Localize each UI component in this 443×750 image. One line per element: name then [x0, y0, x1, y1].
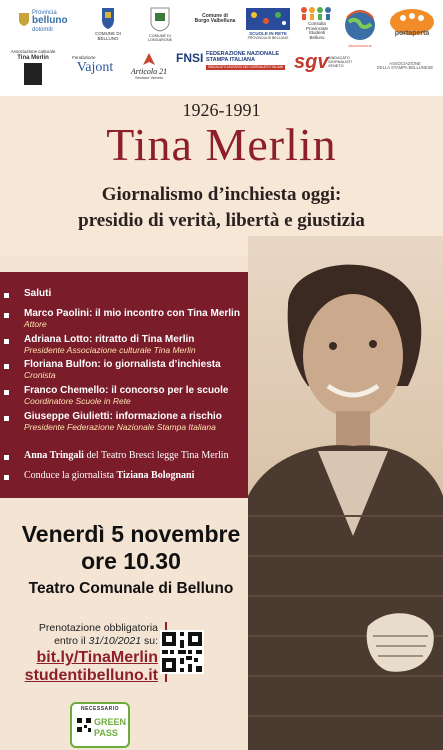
subtitle — [0, 182, 443, 234]
subtitle-line-1: Giornalismo d’inchiesta oggi: — [101, 184, 342, 205]
booking-line-2: entro il 31/10/2021 su: — [54, 635, 158, 647]
logo-comune-borgo-valbelluna: Comune di Borgo Valbelluna — [194, 13, 236, 25]
globe-icon — [343, 8, 377, 42]
years-heading: 1926-1991 — [182, 100, 261, 120]
logo-comune-belluno: COMUNE DI BELLUNO — [86, 6, 130, 41]
program-talk: Giuseppe Giulietti: informazione a rischio Presidente Federazione Nazionale Stampa Italiana — [24, 411, 222, 432]
booking-line-1: Prenotazione obbligatoria — [38, 622, 158, 634]
logo-comune-longarone: COMUNE DI LONGARONE — [140, 6, 180, 42]
qr-mini-icon — [77, 718, 91, 732]
coat-of-arms-icon — [149, 6, 171, 32]
logo-associazione-tina-merlin: Associazione culturale Tina Merlin — [2, 50, 64, 85]
booking-link-studentibelluno[interactable]: studentibelluno.it — [24, 667, 158, 684]
subtitle-line-2: presidio di verità, libertà e giustizia — [78, 210, 365, 231]
tina-merlin-portrait-thumb — [24, 63, 42, 85]
sponsor-logos: Provincia belluno dolomiti COMUNE DI BELLUNO COMUNE DI LONGARONE Comune di Borgo Valbelluna SCUOLE IN RETE PROVINCIA DI BELLUNO Consulta Provinciale Studenti Belluno Associazione portaperta Associazione culturale Tina Merlin Fondazione Vajont Articolo 21 Sezione Veneto FNSI FEDERAZIONE NAZIONALE STAMPA ITALIANA SINDACATO UNITARIO DEI GIORNALISTI ITALIANI sgv SINDACATO GIORNALISTI VENETO ASSOCIAZIONE DELLA STAMPA BELLUNESE — [0, 0, 443, 96]
event-venue: Teatro Comunale di Belluno — [28, 580, 234, 597]
logo-stampa-bellunese: ASSOCIAZIONE DELLA STAMPA BELLUNESE — [376, 61, 434, 71]
logo-associazione-mondo: Associazione — [340, 8, 380, 48]
program-host: Conduce la giornalista Tiziana Bolognani — [24, 470, 195, 481]
bullet-icon — [4, 390, 9, 395]
bullet-icon — [4, 293, 9, 298]
program-saluti: Saluti — [24, 288, 52, 299]
bullet-icon — [4, 416, 9, 421]
bullet-icon — [4, 313, 9, 318]
shield-icon — [18, 12, 30, 26]
fnsi-acronym: FNSI — [176, 51, 204, 65]
logo-fondazione-vajont: Fondazione Vajont — [72, 55, 114, 75]
page-title: Tina Merlin — [106, 119, 337, 170]
qr-code-icon[interactable] — [160, 630, 204, 674]
logo-consulta-studenti: Consulta Provinciale Studenti Belluno — [297, 6, 337, 41]
logo-scuole-in-rete: SCUOLE IN RETE PROVINCIA DI BELLUNO — [244, 8, 292, 40]
bullet-icon — [4, 339, 9, 344]
program-talk: Floriana Bulfon: io giornalista d’inchiesta Cronista — [24, 359, 221, 380]
event-time: ore 10.30 — [81, 548, 181, 574]
program-reading: Anna Tringali del Teatro Bresci legge Tina Merlin — [24, 450, 229, 461]
program-talk: Marco Paolini: il mio incontro con Tina Merlin Attore — [24, 308, 240, 329]
people-icon — [300, 6, 334, 20]
logo-articolo21: Articolo 21 Sezione Veneto — [126, 52, 172, 81]
event-date: Venerdì 5 novembre — [21, 521, 241, 547]
booking-link-bitly[interactable]: bit.ly/TinaMerlin — [36, 649, 158, 666]
coat-of-arms-icon — [100, 6, 116, 30]
green-pass-badge: NECESSARIO GREEN PASS — [70, 702, 130, 748]
program-talk: Adriana Lotto: ritratto di Tina Merlin Presidente Associazione culturale Tina Merlin — [24, 334, 196, 355]
bullet-icon — [4, 364, 9, 369]
logo-portaperta: portaperta — [386, 8, 438, 37]
bullet-icon — [4, 455, 9, 460]
bullet-icon — [4, 475, 9, 480]
tina-merlin-photo — [248, 236, 443, 750]
network-dots-icon — [246, 8, 290, 30]
program-talk: Franco Chemello: il concorso per le scuole Coordinatore Scuole in Rete — [24, 385, 229, 406]
pen-nib-icon — [140, 52, 158, 66]
